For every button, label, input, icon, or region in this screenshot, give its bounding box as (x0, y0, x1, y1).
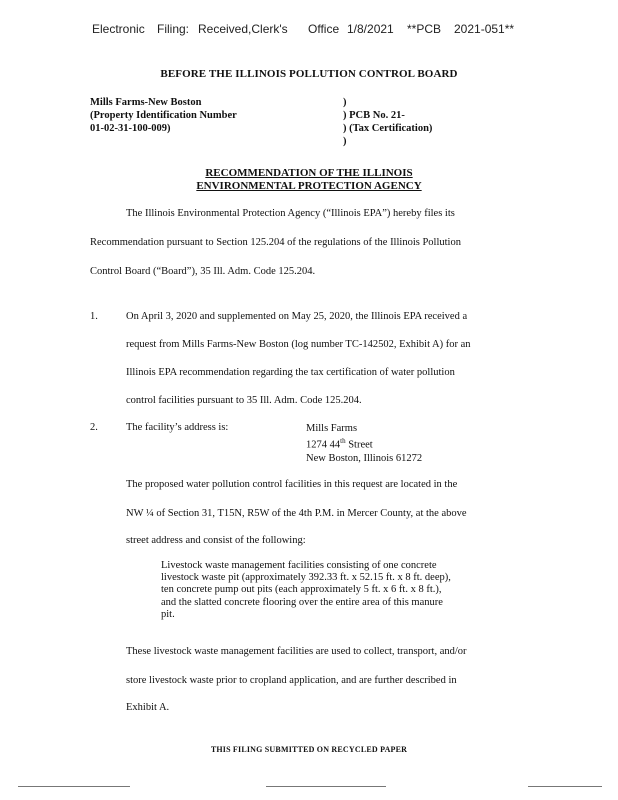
caption-left-line: (Property Identification Number (90, 110, 237, 121)
facility-address (306, 422, 422, 465)
address-line: 1274 44th Street (306, 437, 373, 451)
scan-artifact (18, 786, 130, 787)
caption-right-line: ) (343, 136, 347, 147)
item-2-number: 2. (90, 422, 98, 433)
caption-right-line: ) (Tax Certification) (343, 123, 433, 134)
item-1-line: On April 3, 2020 and supplemented on May 25, 2020, the Illinois EPA received a (126, 311, 468, 322)
intro-line: Recommendation pursuant to Section 125.204 of the regulations of the Illinois Pollution (90, 237, 461, 248)
header-office: Office (308, 22, 340, 36)
location-line: street address and consist of the following: (126, 535, 306, 546)
closing-line: These livestock waste management facilities are used to collect, transport, and/or (126, 646, 467, 657)
block-line: livestock waste pit (approximately 392.33 ft. x 52.15 ft. x 8 ft. deep), (161, 572, 451, 584)
header-electronic: Electronic (92, 22, 145, 36)
intro-line: The Illinois Environmental Protection Agency (“Illinois EPA”) hereby files its (126, 208, 455, 219)
header-docket: **PCB (407, 22, 442, 36)
block-line: ten concrete pump out pits (each approximately 5 ft. x 6 ft. x 8 ft.), (161, 584, 442, 596)
intro-line: Control Board (“Board”), 35 Ill. Adm. Code 125.204. (90, 266, 316, 277)
header-received: Received,Clerk's (198, 22, 288, 36)
caption-left (90, 96, 237, 135)
board-title: BEFORE THE ILLINOIS POLLUTION CONTROL BOARD (160, 68, 458, 80)
block-line: pit. (161, 608, 175, 620)
item-1-number: 1. (90, 311, 98, 322)
item-1-line: Illinois EPA recommendation regarding the tax certification of water pollution (126, 367, 455, 378)
item-2-label: The facility’s address is: (126, 422, 229, 433)
block-line: Livestock waste management facilities consisting of one concrete (161, 560, 437, 571)
recommendation-title-line: RECOMMENDATION OF THE ILLINOIS (205, 167, 413, 179)
header-number: 2021-051** (454, 22, 515, 36)
header-filing: Filing: (157, 22, 190, 36)
block-line: and the slatted concrete flooring over the entire area of this manure (161, 596, 443, 608)
recommendation-title (0, 167, 618, 193)
caption-right (343, 96, 432, 148)
scan-artifact (528, 786, 602, 787)
header-date: 1/8/2021 (347, 22, 394, 36)
item-1-line: request from Mills Farms-New Boston (log number TC-142502, Exhibit A) for an (126, 339, 471, 350)
caption-left-line: Mills Farms-New Boston (90, 97, 202, 108)
location-line: NW ¼ of Section 31, T15N, R5W of the 4th P.M. in Mercer County, at the above (126, 508, 467, 519)
scan-artifact (266, 786, 386, 787)
closing-line: Exhibit A. (126, 702, 170, 713)
closing-line: store livestock waste prior to cropland application, and are further described in (126, 675, 457, 686)
recommendation-title-line: ENVIRONMENTAL PROTECTION AGENCY (196, 180, 422, 192)
facilities-block-quote (161, 560, 451, 621)
electronic-filing-header (92, 22, 572, 38)
caption-right-line: ) PCB No. 21- (343, 110, 405, 121)
address-line: Mills Farms (306, 423, 358, 434)
caption-left-line: 01-02-31-100-009) (90, 123, 171, 134)
recycled-paper-footer: THIS FILING SUBMITTED ON RECYCLED PAPER (210, 745, 408, 754)
item-1-line: control facilities pursuant to 35 Ill. Adm. Code 125.204. (126, 395, 362, 406)
address-line: New Boston, Illinois 61272 (306, 452, 423, 464)
caption-right-line: ) (343, 97, 347, 108)
location-line: The proposed water pollution control facilities in this request are located in the (126, 479, 458, 490)
